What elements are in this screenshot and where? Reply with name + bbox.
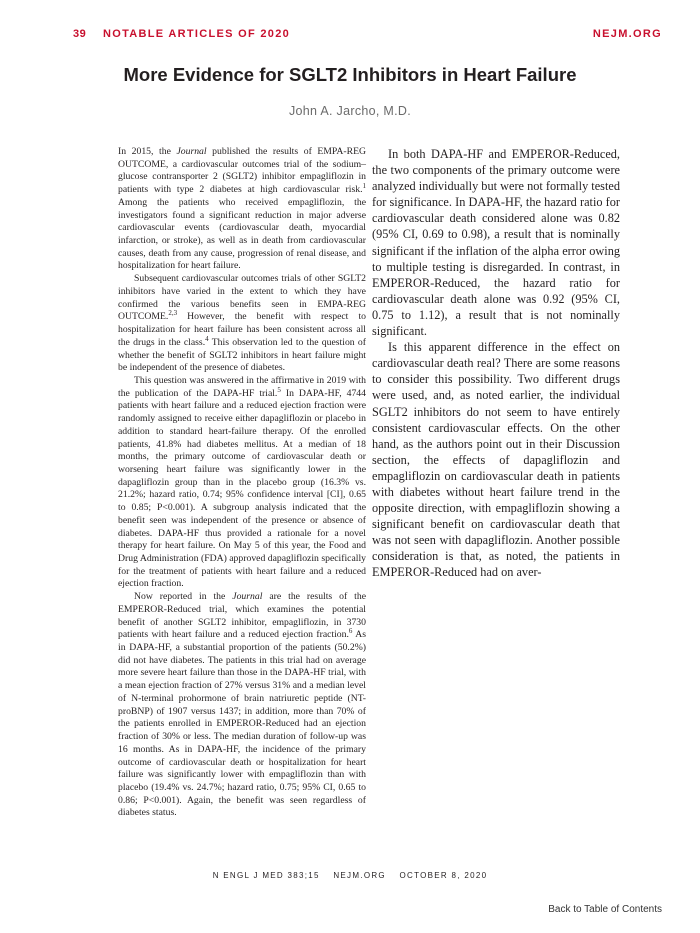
page-header <box>0 0 700 70</box>
paragraph: This question was answered in the affirmative in 2019 with the publication of the DAPA-HF trial.$^5$ In DAPA-HF, 4744 patients with heart failure and a reduced ejection fraction were randomly assigned to receive either dapagliflozin or placebo in addition to standard heart-failure therapy. Of the enrolled patients, 41.8% had diabetes mellitus. At a median of 18 months, the primary outcome of cardiovascular death or worsening heart failure was significantly lower in the dapagliflozin group than in the placebo group (16.3% vs. 21.2%; hazard ratio, 0.74; 95% confidence interval [CI], 0.65 to 0.85; P<0.001). A subgroup analysis indicated that the benefit seen was independent of the presence or absence of diabetes. DAPA-HF thus provided a rationale for a novel therapy for heart failure. On May 5 of this year, the Food and Drug Administration (FDA) approved dapagliflozin specifically for the treatment of patients with heart failure and a reduced ejection fraction. <box>118 374 366 590</box>
paragraph: Now reported in the Journal are the results of the EMPEROR-Reduced trial, which examines the potential benefit of another SGLT2 inhibitor, empagliflozin, in 3730 patients with heart failure and a reduced ejection fraction.$^6$ As in DAPA-HF, a substantial proportion of the patients (50.2%) did not have diabetes. The patients in this trial had on average more severe heart failure than those in the DAPA-HF trial, with a mean ejection fraction of 27% versus 31% and a median level of N-terminal prohormone of brain natriuretic peptide (NT-proBNP) of 1907 versus 1437; in addition, more than 70% of the patients enrolled in EMPEROR-Reduced had an ejection fraction of 30% or less. The median duration of follow-up was 16 months. As in DAPA-HF, the incidence of the primary outcome of cardiovascular death or hospitalization for heart failure was significantly lower with empagliflozin than with placebo (19.4% vs. 24.7%; hazard ratio, 0.75; 95% CI, 0.65 to 0.86; P<0.001). Again, the benefit was seen regardless of diabetes status. <box>118 591 366 819</box>
back-to-toc-link[interactable]: Back to Table of Contents <box>548 904 662 915</box>
reference-marker[interactable]: 6 <box>348 627 353 636</box>
body-column-right <box>372 146 620 581</box>
paragraph: In 2015, the Journal published the results of EMPA-REG OUTCOME, a cardiovascular outcomes trial of the sodium–glucose contransporter 2 (SGLT2) inhibitor empagliflozin in patients with type 2 diabetes at high cardiovascular risk.$^1$ Among the patients who received empagliflozin, the investigators found a significant reduction in major adverse cardiovascular events (cardiovascular death, myocardial infarction, or stroke), as well as in death from cardiovascular causes, death from any cause, progression of renal disease, and hospitalization for heart failure. <box>118 146 366 272</box>
section-label: NOTABLE ARTICLES OF 2020 <box>103 28 291 40</box>
footer-citation: N ENGL J MED 383;15 <box>212 871 320 880</box>
site-link[interactable]: NEJM.ORG <box>592 28 662 40</box>
article-author: John A. Jarcho, M.D. <box>288 104 412 118</box>
page-number: 39 <box>73 28 87 40</box>
reference-marker[interactable]: 4 <box>205 334 209 343</box>
body-column-left <box>118 146 366 820</box>
reference-marker[interactable]: 2,3 <box>168 309 178 318</box>
reference-marker[interactable]: 5 <box>277 385 281 394</box>
footer-date: OCTOBER 8, 2020 <box>399 871 488 880</box>
reference-marker[interactable]: 1 <box>362 182 366 191</box>
paragraph: Subsequent cardiovascular outcomes trials of other SGLT2 inhibitors have varied in the extent to which they have confirmed the various benefits seen in EMPA-REG OUTCOME.$^{2,3}$ However, the benefit with respect to hospitalization for heart failure has been consistent across all the drugs in the class.$^4$ This observation led to the question of whether the benefit of SGLT2 inhibitors in heart failure might be independent of the presence of diabetes. <box>118 273 366 374</box>
article-title: More Evidence for SGLT2 Inhibitors in Heart Failure <box>123 64 577 85</box>
page-footer <box>0 871 700 880</box>
paragraph: Is this apparent difference in the effect on cardiovascular death real? There are some reasons to consider this possibility. Two different drugs were used, and, as noted earlier, the individual SGLT2 inhibitors do not seem to have entirely consistent cardiovascular effects. On the other hand, as the authors point out in their Discussion section, the effects of dapagliflozin and empagliflozin on cardiovascular death in patients with diabetes without heart failure trend in the opposite direction, with empagliflozin showing a significant benefit on cardiovascular death that was not seen with dapagliflozin. Another possible consideration is that, as noted, the patients in EMPEROR-Reduced had on aver- <box>372 340 620 580</box>
paragraph: In both DAPA-HF and EMPEROR-Reduced, the two components of the primary outcome were analyzed individually but were not formally tested for significance. In DAPA-HF, the hazard ratio for cardiovascular death considered alone was 0.82 (95% CI, 0.69 to 0.98), a result that is nominally significant if the inflation of the alpha error owing to multiple testing is disregarded. In contrast, in EMPEROR-Reduced, the hazard ratio for cardiovascular death alone was 0.92 (95% CI, 0.75 to 1.12), a result that is not nominally significant. <box>372 147 620 339</box>
footer-site: NEJM.ORG <box>333 871 386 880</box>
